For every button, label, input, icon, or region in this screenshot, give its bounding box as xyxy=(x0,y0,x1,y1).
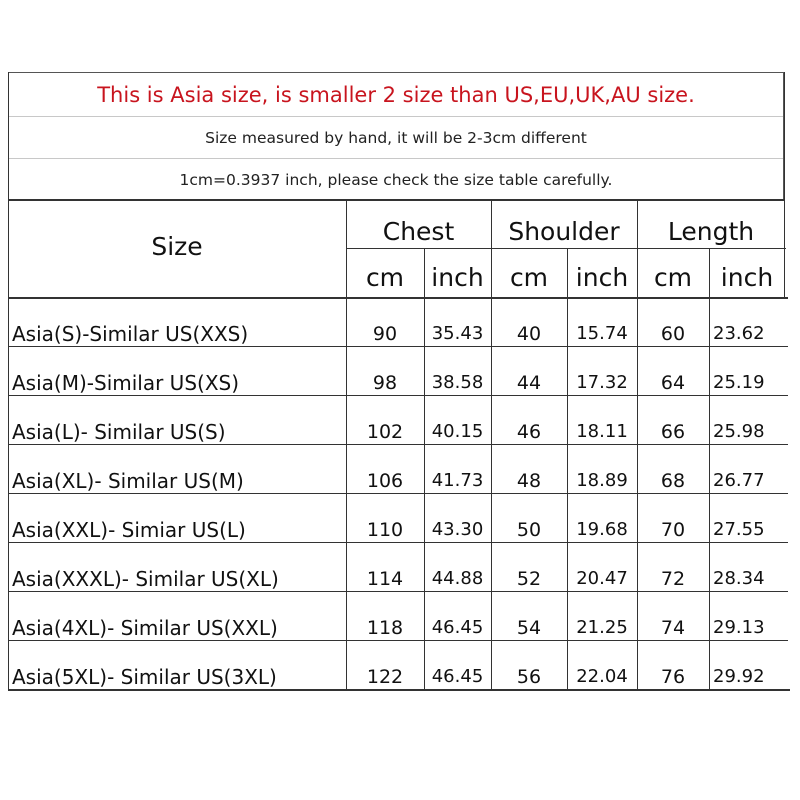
size-column-header: Size xyxy=(151,232,203,261)
length-inch: 25.98 xyxy=(713,421,765,442)
length-cm: 76 xyxy=(660,666,686,688)
chest-cm: 118 xyxy=(366,617,404,639)
chest-inch: 44.88 xyxy=(431,568,484,589)
chest-cm: 106 xyxy=(366,470,404,492)
length-inch-header: inch xyxy=(720,263,774,292)
size-label: Asia(XL)- Similar US(M) xyxy=(12,469,244,493)
chest-cm: 110 xyxy=(366,519,404,541)
length-cm: 72 xyxy=(660,568,686,590)
size-label: Asia(5XL)- Similar US(3XL) xyxy=(12,665,277,689)
shoulder-inch: 19.68 xyxy=(576,519,628,540)
conversion-note: 1cm=0.3937 inch, please check the size table carefully. xyxy=(179,171,613,189)
chest-cm: 102 xyxy=(366,421,404,443)
chest-inch: 35.43 xyxy=(431,323,484,344)
shoulder-inch: 20.47 xyxy=(576,568,628,589)
length-inch: 23.62 xyxy=(713,323,765,344)
length-cm: 68 xyxy=(660,470,686,492)
chest-inch: 38.58 xyxy=(431,372,484,393)
chest-inch: 46.45 xyxy=(431,666,484,687)
chest-cm: 122 xyxy=(366,666,404,688)
length-inch: 29.13 xyxy=(713,617,765,638)
shoulder-cm: 50 xyxy=(516,519,542,541)
shoulder-inch: 17.32 xyxy=(576,372,628,393)
shoulder-cm: 54 xyxy=(516,617,542,639)
length-inch: 25.19 xyxy=(713,372,765,393)
shoulder-cm: 48 xyxy=(516,470,542,492)
chest-inch: 43.30 xyxy=(431,519,484,540)
size-label: Asia(M)-Similar US(XS) xyxy=(12,371,240,395)
length-cm: 70 xyxy=(660,519,686,541)
size-label: Asia(S)-Similar US(XXS) xyxy=(12,322,249,346)
shoulder-inch-header: inch xyxy=(575,263,629,292)
chest-cm: 90 xyxy=(372,323,398,345)
shoulder-inch: 15.74 xyxy=(576,323,628,344)
length-cm: 64 xyxy=(660,372,686,394)
length-inch: 26.77 xyxy=(713,470,765,491)
length-cm: 66 xyxy=(660,421,686,443)
length-cm: 74 xyxy=(660,617,686,639)
shoulder-cm-header: cm xyxy=(509,263,549,292)
chest-inch-header: inch xyxy=(431,263,484,292)
length-cm-header: cm xyxy=(653,263,693,292)
size-label: Asia(L)- Similar US(S) xyxy=(12,420,226,444)
chest-cm: 98 xyxy=(372,372,398,394)
length-group-header: Length xyxy=(667,217,755,246)
shoulder-inch: 21.25 xyxy=(576,617,628,638)
length-inch: 27.55 xyxy=(713,519,765,540)
chest-cm-header: cm xyxy=(365,263,405,292)
length-cm: 60 xyxy=(660,323,686,345)
shoulder-cm: 56 xyxy=(516,666,542,688)
chest-cm: 114 xyxy=(366,568,404,590)
shoulder-cm: 46 xyxy=(516,421,542,443)
shoulder-group-header: Shoulder xyxy=(508,217,620,246)
shoulder-cm: 44 xyxy=(516,372,542,394)
asia-size-warning: This is Asia size, is smaller 2 size than US,EU,UK,AU size. xyxy=(9,73,783,117)
shoulder-inch: 18.89 xyxy=(576,470,628,491)
shoulder-inch: 22.04 xyxy=(576,666,628,687)
chest-group-header: Chest xyxy=(382,217,455,246)
chest-inch: 46.45 xyxy=(431,617,484,638)
chest-inch: 40.15 xyxy=(431,421,484,442)
size-label: Asia(XXL)- Simiar US(L) xyxy=(12,518,246,542)
chest-inch: 41.73 xyxy=(431,470,484,491)
measurement-note: Size measured by hand, it will be 2-3cm different xyxy=(9,117,783,159)
size-notice xyxy=(8,72,784,200)
size-label: Asia(XXXL)- Similar US(XL) xyxy=(12,567,279,591)
shoulder-cm: 40 xyxy=(516,323,542,345)
size-label: Asia(4XL)- Similar US(XXL) xyxy=(12,616,278,640)
length-inch: 28.34 xyxy=(713,568,765,589)
shoulder-cm: 52 xyxy=(516,568,542,590)
shoulder-inch: 18.11 xyxy=(576,421,628,442)
length-inch: 29.92 xyxy=(713,666,765,687)
